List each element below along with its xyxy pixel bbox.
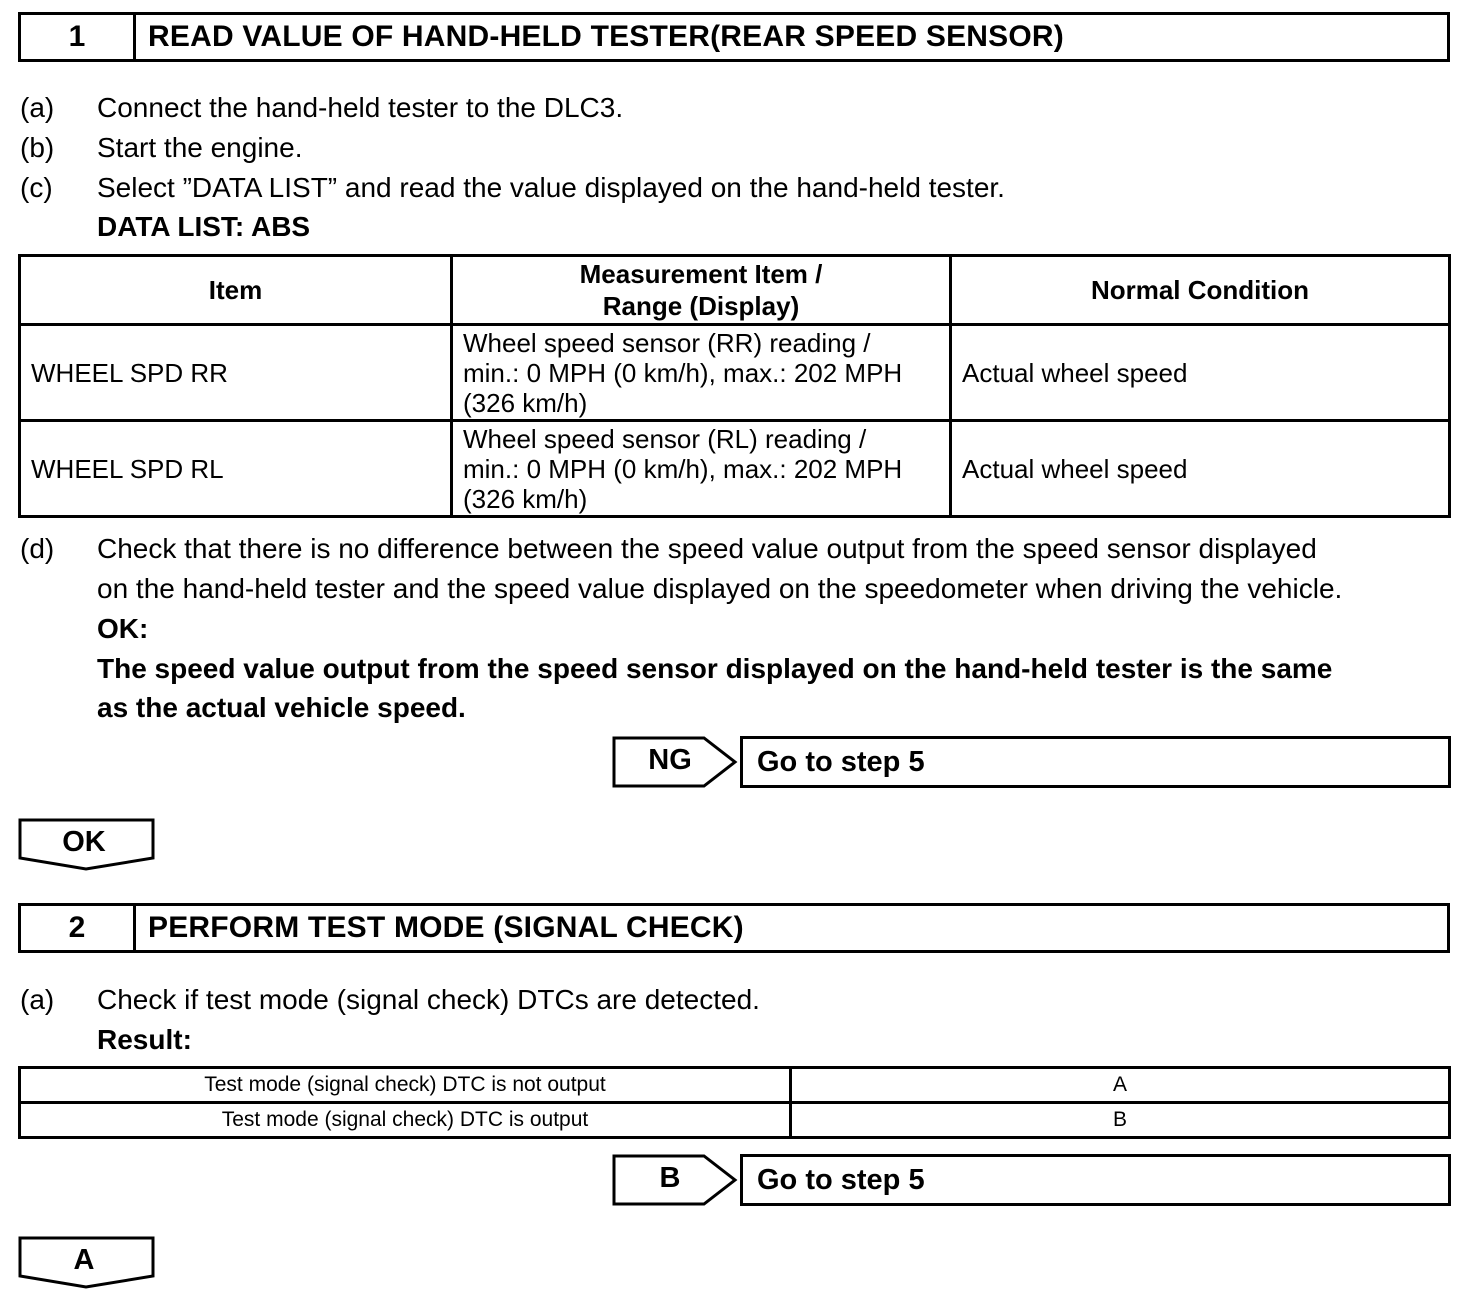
step2-item-a-label: (a) [20,984,55,1015]
ng-label: NG [648,744,692,776]
cell-measurement [452,325,951,421]
table-row [20,1103,1450,1138]
b-go-to-step-box: Go to step 5 [740,1154,1451,1206]
table-header-row [20,256,1450,325]
step2-title: PERFORM TEST MODE (SIGNAL CHECK) [148,911,744,944]
table-row [20,421,1450,517]
step1-item-d-label: (d) [20,533,55,564]
step1-item-d-line1: Check that there is no difference between the speed value output from the speed sensor displayed [97,533,1317,564]
step1-item-b-label: (b) [20,132,55,163]
header-item: Item [20,256,452,325]
ok-criteria-line2: as the actual vehicle speed. [97,692,466,723]
ok-criteria-line1: The speed value output from the speed sensor displayed on the hand-held tester is the same [97,653,1333,684]
header-measurement-line2: Range (Display) [602,291,800,321]
step1-item-a-label: (a) [20,92,55,123]
table-row [20,1068,1450,1103]
cell-measurement-line1: Wheel speed sensor (RR) reading / [463,327,871,358]
step2-item-a-text: Check if test mode (signal check) DTCs are detected. [97,984,760,1015]
cell-measurement-line2: min.: 0 MPH (0 km/h), max.: 202 MPH [463,453,903,484]
step1-header [18,12,1450,62]
b-label: B [659,1162,681,1194]
cell-item: WHEEL SPD RR [20,325,452,421]
data-list-table [18,254,1451,518]
step1-item-b-text: Start the engine. [97,132,303,163]
ok-criteria-label: OK: [97,613,149,644]
result-condition: Test mode (signal check) DTC is not output [20,1068,791,1103]
step2-number: 2 [21,906,136,950]
step1-number: 1 [21,15,136,59]
table-row [20,325,1450,421]
result-label: Result: [97,1024,192,1055]
data-list-label: DATA LIST: ABS [97,211,311,242]
step1-item-c-text: Select ”DATA LIST” and read the value displayed on the hand-held tester. [97,172,1005,203]
cell-measurement [452,421,951,517]
cell-measurement-line2: min.: 0 MPH (0 km/h), max.: 202 MPH [463,357,903,388]
cell-measurement-line3: (326 km/h) [463,483,588,514]
cell-measurement-line1: Wheel speed sensor (RL) reading / [463,423,867,454]
header-normal-condition: Normal Condition [951,256,1450,325]
result-condition: Test mode (signal check) DTC is output [20,1103,791,1138]
ok-flow-label: OK [62,826,106,858]
step1-item-c-label: (c) [20,172,53,203]
cell-measurement-line3: (326 km/h) [463,387,588,418]
step1-item-a-text: Connect the hand-held tester to the DLC3. [97,92,624,123]
a-flow-label: A [73,1244,95,1276]
cell-item: WHEEL SPD RL [20,421,452,517]
header-measurement [452,256,951,325]
step2-header [18,903,1450,953]
cell-normal-condition: Actual wheel speed [951,325,1450,421]
step1-title: READ VALUE OF HAND-HELD TESTER(REAR SPEED SENSOR) [148,20,1064,53]
cell-normal-condition: Actual wheel speed [951,421,1450,517]
step1-item-d-line2: on the hand-held tester and the speed value displayed on the speedometer when driving the vehicle. [97,573,1343,604]
ng-go-to-step-box: Go to step 5 [740,736,1451,788]
result-code: A [791,1068,1450,1103]
result-table [18,1066,1451,1139]
header-measurement-line1: Measurement Item / [579,259,823,289]
result-code: B [791,1103,1450,1138]
